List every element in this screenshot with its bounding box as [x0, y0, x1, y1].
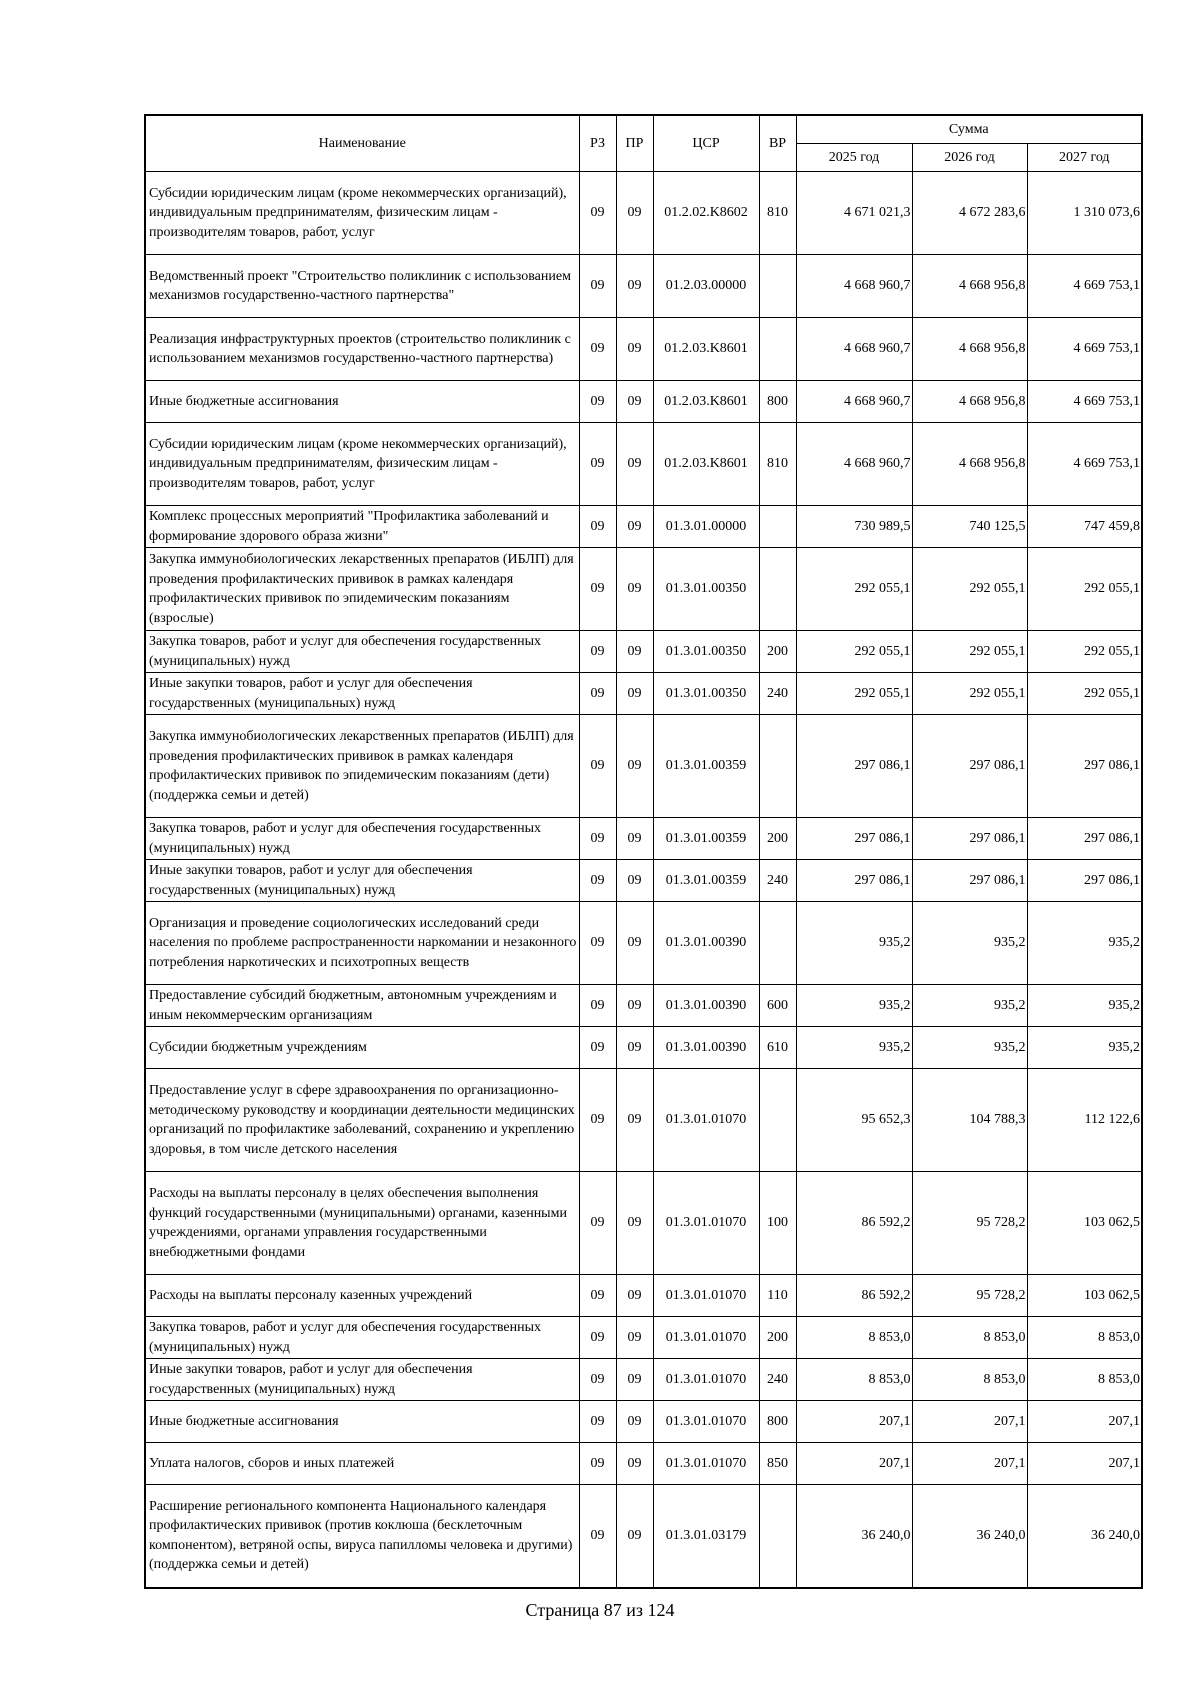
cell-pr: 09 [616, 673, 653, 715]
cell-csr: 01.2.03.K8601 [653, 381, 759, 423]
cell-name: Закупка товаров, работ и услуг для обеспечения государственных (муниципальных) нужд [145, 631, 579, 673]
cell-csr: 01.3.01.01070 [653, 1401, 759, 1443]
cell-vr: 240 [759, 860, 796, 902]
cell-amount-2026: 207,1 [912, 1401, 1027, 1443]
cell-vr: 800 [759, 1401, 796, 1443]
cell-pr: 09 [616, 1275, 653, 1317]
cell-name: Расходы на выплаты персоналу казенных учреждений [145, 1275, 579, 1317]
cell-amount-2027: 103 062,5 [1027, 1275, 1142, 1317]
cell-amount-2027: 292 055,1 [1027, 548, 1142, 631]
cell-vr: 240 [759, 673, 796, 715]
cell-csr: 01.2.02.K8602 [653, 172, 759, 255]
budget-table [144, 114, 1143, 1589]
header-year-2026: 2026 год [912, 144, 1027, 172]
cell-amount-2027: 4 669 753,1 [1027, 423, 1142, 506]
cell-amount-2025: 935,2 [796, 985, 912, 1027]
cell-rz: 09 [579, 1485, 616, 1588]
table-row [145, 506, 1142, 548]
table-header [145, 115, 1142, 172]
table-row [145, 548, 1142, 631]
cell-pr: 09 [616, 381, 653, 423]
cell-csr: 01.3.01.00390 [653, 985, 759, 1027]
table-row [145, 255, 1142, 318]
cell-rz: 09 [579, 548, 616, 631]
cell-rz: 09 [579, 255, 616, 318]
cell-amount-2025: 8 853,0 [796, 1359, 912, 1401]
header-vr: ВР [759, 115, 796, 172]
cell-csr: 01.3.01.01070 [653, 1359, 759, 1401]
cell-pr: 09 [616, 1317, 653, 1359]
cell-pr: 09 [616, 1401, 653, 1443]
cell-pr: 09 [616, 1443, 653, 1485]
cell-vr [759, 715, 796, 818]
cell-amount-2027: 4 669 753,1 [1027, 255, 1142, 318]
cell-amount-2026: 292 055,1 [912, 673, 1027, 715]
cell-amount-2026: 4 668 956,8 [912, 255, 1027, 318]
cell-amount-2025: 292 055,1 [796, 548, 912, 631]
cell-amount-2026: 4 668 956,8 [912, 381, 1027, 423]
cell-csr: 01.2.03.00000 [653, 255, 759, 318]
cell-amount-2026: 8 853,0 [912, 1359, 1027, 1401]
table-row [145, 673, 1142, 715]
cell-csr: 01.3.01.00359 [653, 715, 759, 818]
cell-vr [759, 318, 796, 381]
header-csr: ЦСР [653, 115, 759, 172]
table-row [145, 631, 1142, 673]
cell-amount-2025: 935,2 [796, 902, 912, 985]
cell-amount-2027: 4 669 753,1 [1027, 381, 1142, 423]
cell-amount-2026: 36 240,0 [912, 1485, 1027, 1588]
cell-amount-2026: 4 672 283,6 [912, 172, 1027, 255]
cell-vr: 600 [759, 985, 796, 1027]
cell-vr: 800 [759, 381, 796, 423]
cell-csr: 01.3.01.01070 [653, 1275, 759, 1317]
cell-amount-2025: 4 671 021,3 [796, 172, 912, 255]
cell-vr: 100 [759, 1172, 796, 1275]
cell-vr [759, 1069, 796, 1172]
cell-amount-2027: 297 086,1 [1027, 715, 1142, 818]
cell-rz: 09 [579, 318, 616, 381]
cell-amount-2026: 95 728,2 [912, 1275, 1027, 1317]
cell-amount-2027: 292 055,1 [1027, 673, 1142, 715]
cell-rz: 09 [579, 860, 616, 902]
cell-rz: 09 [579, 631, 616, 673]
table-row [145, 423, 1142, 506]
cell-amount-2026: 935,2 [912, 902, 1027, 985]
cell-amount-2027: 4 669 753,1 [1027, 318, 1142, 381]
header-name: Наименование [145, 115, 579, 172]
cell-amount-2026: 292 055,1 [912, 631, 1027, 673]
cell-amount-2025: 4 668 960,7 [796, 423, 912, 506]
cell-name: Закупка товаров, работ и услуг для обеспечения государственных (муниципальных) нужд [145, 1317, 579, 1359]
cell-csr: 01.3.01.01070 [653, 1443, 759, 1485]
cell-pr: 09 [616, 1359, 653, 1401]
cell-amount-2027: 292 055,1 [1027, 631, 1142, 673]
cell-pr: 09 [616, 548, 653, 631]
cell-amount-2025: 4 668 960,7 [796, 381, 912, 423]
table-body [145, 172, 1142, 1588]
cell-amount-2026: 292 055,1 [912, 548, 1027, 631]
table-row [145, 1172, 1142, 1275]
cell-rz: 09 [579, 1359, 616, 1401]
cell-amount-2026: 297 086,1 [912, 860, 1027, 902]
cell-csr: 01.3.01.00359 [653, 860, 759, 902]
cell-name: Реализация инфраструктурных проектов (строительство поликлиник с использованием механизмов государственно-частного партнерства) [145, 318, 579, 381]
table-row [145, 1401, 1142, 1443]
cell-amount-2025: 86 592,2 [796, 1275, 912, 1317]
cell-name: Закупка иммунобиологических лекарственных препаратов (ИБЛП) для проведения профилактических прививок в рамках календаря профилактических прививок по эпидемическим показаниям (взрослые) [145, 548, 579, 631]
table-row [145, 381, 1142, 423]
cell-name: Иные закупки товаров, работ и услуг для обеспечения государственных (муниципальных) нужд [145, 1359, 579, 1401]
table-row [145, 1317, 1142, 1359]
cell-csr: 01.3.01.03179 [653, 1485, 759, 1588]
cell-amount-2027: 1 310 073,6 [1027, 172, 1142, 255]
cell-amount-2025: 95 652,3 [796, 1069, 912, 1172]
cell-rz: 09 [579, 1401, 616, 1443]
cell-amount-2025: 730 989,5 [796, 506, 912, 548]
cell-name: Предоставление субсидий бюджетным, автономным учреждениям и иным некоммерческим организациям [145, 985, 579, 1027]
cell-pr: 09 [616, 1069, 653, 1172]
cell-amount-2026: 297 086,1 [912, 715, 1027, 818]
cell-csr: 01.3.01.01070 [653, 1172, 759, 1275]
header-sum: Сумма [796, 115, 1142, 144]
cell-vr [759, 506, 796, 548]
table-row [145, 172, 1142, 255]
table-row [145, 818, 1142, 860]
cell-name: Комплекс процессных мероприятий "Профилактика заболеваний и формирование здорового образа жизни" [145, 506, 579, 548]
cell-amount-2025: 207,1 [796, 1401, 912, 1443]
cell-rz: 09 [579, 1027, 616, 1069]
cell-amount-2026: 95 728,2 [912, 1172, 1027, 1275]
table-row [145, 1359, 1142, 1401]
cell-rz: 09 [579, 985, 616, 1027]
cell-pr: 09 [616, 902, 653, 985]
cell-name: Организация и проведение социологических исследований среди населения по проблеме распространенности наркомании и незаконного потребления наркотических и психотропных веществ [145, 902, 579, 985]
cell-pr: 09 [616, 985, 653, 1027]
cell-amount-2027: 112 122,6 [1027, 1069, 1142, 1172]
cell-rz: 09 [579, 818, 616, 860]
cell-name: Иные бюджетные ассигнования [145, 381, 579, 423]
cell-pr: 09 [616, 318, 653, 381]
cell-amount-2027: 8 853,0 [1027, 1359, 1142, 1401]
cell-vr: 810 [759, 172, 796, 255]
cell-pr: 09 [616, 423, 653, 506]
cell-csr: 01.3.01.00390 [653, 902, 759, 985]
cell-rz: 09 [579, 1443, 616, 1485]
cell-vr: 110 [759, 1275, 796, 1317]
table-row [145, 1027, 1142, 1069]
cell-name: Иные закупки товаров, работ и услуг для обеспечения государственных (муниципальных) нужд [145, 673, 579, 715]
cell-rz: 09 [579, 1275, 616, 1317]
cell-csr: 01.3.01.01070 [653, 1317, 759, 1359]
table-row [145, 318, 1142, 381]
cell-vr [759, 255, 796, 318]
cell-amount-2025: 4 668 960,7 [796, 318, 912, 381]
cell-pr: 09 [616, 818, 653, 860]
cell-csr: 01.3.01.00350 [653, 673, 759, 715]
cell-pr: 09 [616, 631, 653, 673]
cell-amount-2026: 104 788,3 [912, 1069, 1027, 1172]
cell-amount-2025: 935,2 [796, 1027, 912, 1069]
cell-name: Уплата налогов, сборов и иных платежей [145, 1443, 579, 1485]
cell-amount-2027: 297 086,1 [1027, 818, 1142, 860]
cell-pr: 09 [616, 1172, 653, 1275]
cell-rz: 09 [579, 381, 616, 423]
cell-vr: 200 [759, 1317, 796, 1359]
table-row [145, 1069, 1142, 1172]
cell-name: Субсидии юридическим лицам (кроме некоммерческих организаций), индивидуальным предпринимателям, физическим лицам - производителям товаров, работ, услуг [145, 172, 579, 255]
cell-amount-2025: 4 668 960,7 [796, 255, 912, 318]
cell-name: Расширение регионального компонента Национального календаря профилактических прививок (против коклюша (бесклеточным компонентом), ветряной оспы, вируса папилломы человека и другими) (поддержка семьи и детей) [145, 1485, 579, 1588]
cell-vr: 850 [759, 1443, 796, 1485]
cell-name: Субсидии бюджетным учреждениям [145, 1027, 579, 1069]
cell-amount-2025: 36 240,0 [796, 1485, 912, 1588]
cell-name: Иные бюджетные ассигнования [145, 1401, 579, 1443]
cell-vr [759, 902, 796, 985]
cell-name: Субсидии юридическим лицам (кроме некоммерческих организаций), индивидуальным предпринимателям, физическим лицам - производителям товаров, работ, услуг [145, 423, 579, 506]
cell-pr: 09 [616, 1485, 653, 1588]
cell-amount-2026: 4 668 956,8 [912, 318, 1027, 381]
cell-pr: 09 [616, 715, 653, 818]
cell-amount-2025: 8 853,0 [796, 1317, 912, 1359]
table-row [145, 1275, 1142, 1317]
cell-vr: 200 [759, 631, 796, 673]
cell-vr: 240 [759, 1359, 796, 1401]
table-row [145, 985, 1142, 1027]
table-row [145, 902, 1142, 985]
cell-csr: 01.3.01.00000 [653, 506, 759, 548]
table-row [145, 1485, 1142, 1588]
cell-amount-2027: 935,2 [1027, 1027, 1142, 1069]
cell-amount-2027: 207,1 [1027, 1401, 1142, 1443]
table-row [145, 1443, 1142, 1485]
cell-pr: 09 [616, 172, 653, 255]
header-year-2027: 2027 год [1027, 144, 1142, 172]
page-number: Страница 87 из 124 [525, 1600, 675, 1620]
header-year-2025: 2025 год [796, 144, 912, 172]
cell-pr: 09 [616, 1027, 653, 1069]
cell-amount-2027: 297 086,1 [1027, 860, 1142, 902]
cell-rz: 09 [579, 172, 616, 255]
cell-amount-2027: 36 240,0 [1027, 1485, 1142, 1588]
cell-csr: 01.3.01.00359 [653, 818, 759, 860]
cell-rz: 09 [579, 1172, 616, 1275]
cell-amount-2025: 207,1 [796, 1443, 912, 1485]
cell-pr: 09 [616, 506, 653, 548]
cell-amount-2026: 8 853,0 [912, 1317, 1027, 1359]
cell-amount-2027: 8 853,0 [1027, 1317, 1142, 1359]
cell-amount-2025: 292 055,1 [796, 631, 912, 673]
cell-vr: 610 [759, 1027, 796, 1069]
cell-pr: 09 [616, 860, 653, 902]
cell-pr: 09 [616, 255, 653, 318]
cell-rz: 09 [579, 715, 616, 818]
cell-name: Ведомственный проект "Строительство поликлиник с использованием механизмов государственно-частного партнерства" [145, 255, 579, 318]
cell-vr [759, 548, 796, 631]
cell-amount-2026: 207,1 [912, 1443, 1027, 1485]
cell-csr: 01.2.03.K8601 [653, 423, 759, 506]
cell-amount-2025: 297 086,1 [796, 818, 912, 860]
cell-amount-2027: 935,2 [1027, 985, 1142, 1027]
table-row [145, 860, 1142, 902]
cell-rz: 09 [579, 1069, 616, 1172]
cell-vr: 810 [759, 423, 796, 506]
cell-amount-2026: 935,2 [912, 1027, 1027, 1069]
cell-rz: 09 [579, 902, 616, 985]
cell-amount-2027: 747 459,8 [1027, 506, 1142, 548]
cell-rz: 09 [579, 673, 616, 715]
cell-amount-2027: 207,1 [1027, 1443, 1142, 1485]
cell-amount-2026: 297 086,1 [912, 818, 1027, 860]
cell-name: Предоставление услуг в сфере здравоохранения по организационно-методическому руководству и координации деятельности медицинских организаций по профилактике заболеваний, сохранению и укреплению здоровья, в том числе детского населения [145, 1069, 579, 1172]
cell-rz: 09 [579, 506, 616, 548]
cell-amount-2027: 103 062,5 [1027, 1172, 1142, 1275]
cell-amount-2025: 297 086,1 [796, 715, 912, 818]
header-rz: РЗ [579, 115, 616, 172]
cell-name: Иные закупки товаров, работ и услуг для обеспечения государственных (муниципальных) нужд [145, 860, 579, 902]
table-row [145, 715, 1142, 818]
cell-amount-2026: 740 125,5 [912, 506, 1027, 548]
cell-name: Расходы на выплаты персоналу в целях обеспечения выполнения функций государственными (муниципальными) органами, казенными учреждениями, органами управления государственными внебюджетными фондами [145, 1172, 579, 1275]
cell-vr [759, 1485, 796, 1588]
cell-name: Закупка иммунобиологических лекарственных препаратов (ИБЛП) для проведения профилактических прививок в рамках календаря профилактических прививок по эпидемическим показаниям (дети) (поддержка семьи и детей) [145, 715, 579, 818]
cell-amount-2025: 297 086,1 [796, 860, 912, 902]
cell-amount-2025: 292 055,1 [796, 673, 912, 715]
cell-rz: 09 [579, 1317, 616, 1359]
cell-vr: 200 [759, 818, 796, 860]
cell-csr: 01.3.01.00390 [653, 1027, 759, 1069]
header-pr: ПР [616, 115, 653, 172]
cell-rz: 09 [579, 423, 616, 506]
cell-csr: 01.3.01.01070 [653, 1069, 759, 1172]
cell-csr: 01.3.01.00350 [653, 548, 759, 631]
cell-name: Закупка товаров, работ и услуг для обеспечения государственных (муниципальных) нужд [145, 818, 579, 860]
cell-amount-2026: 935,2 [912, 985, 1027, 1027]
cell-csr: 01.3.01.00350 [653, 631, 759, 673]
cell-amount-2026: 4 668 956,8 [912, 423, 1027, 506]
cell-amount-2027: 935,2 [1027, 902, 1142, 985]
cell-amount-2025: 86 592,2 [796, 1172, 912, 1275]
cell-csr: 01.2.03.K8601 [653, 318, 759, 381]
